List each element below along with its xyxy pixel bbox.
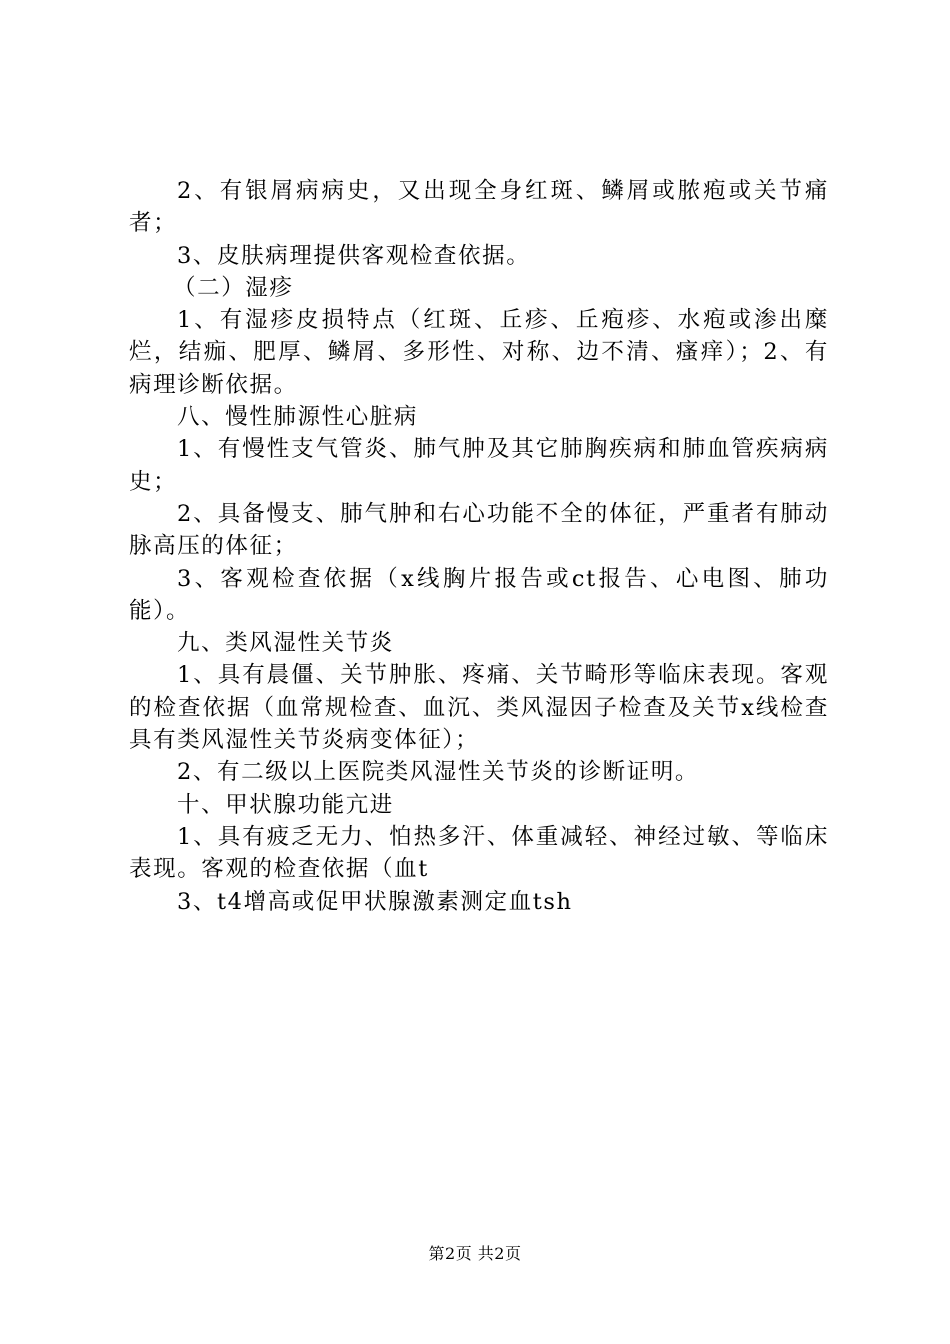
paragraph-cor-pulmonale-history: 1、有慢性支气管炎、肺气肿及其它肺胸疾病和肺血管疾病病史； xyxy=(129,436,829,495)
page-number-label: 第2页 共2页 xyxy=(428,1244,522,1263)
paragraph-hyperthyroid-symptoms: 1、具有疲乏无力、怕热多汗、体重减轻、神经过敏、等临床表现。客观的检查依据（血t xyxy=(129,823,829,883)
heading-hyperthyroidism: 十、甲状腺功能亢进 xyxy=(177,791,394,818)
paragraph-cor-pulmonale-signs: 2、具备慢支、肺气肿和右心功能不全的体征，严重者有肺动脉高压的体征； xyxy=(129,500,829,560)
heading-rheumatoid-arthritis: 九、类风湿性关节炎 xyxy=(177,630,394,657)
paragraph-cor-pulmonale-evidence: 3、客观检查依据（x线胸片报告或ct报告、心电图、肺功能）。 xyxy=(129,565,829,624)
document-body xyxy=(129,175,829,918)
paragraph-rheumatoid-symptoms: 1、具有晨僵、关节肿胀、疼痛、关节畸形等临床表现。客观的检查依据（血常规检查、血沉、类风湿因子检查及关节x线检查具有类风湿性关节炎病变体征）； xyxy=(129,662,829,754)
paragraph-hyperthyroid-lab: 3、t4增高或促甲状腺激素测定血tsh xyxy=(177,888,573,915)
paragraph-rheumatoid-diagnosis: 2、有二级以上医院类风湿性关节炎的诊断证明。 xyxy=(177,759,700,786)
heading-eczema: （二）湿疹 xyxy=(173,274,294,301)
heading-cor-pulmonale: 八、慢性肺源性心脏病 xyxy=(177,404,419,431)
paragraph-psoriasis-history: 2、有银屑病病史，又出现全身红斑、鳞屑或脓疱或关节痛者； xyxy=(129,178,829,237)
page-footer xyxy=(0,1244,950,1264)
paragraph-eczema-criteria: 1、有湿疹皮损特点（红斑、丘疹、丘疱疹、水疱或渗出糜烂，结痂、肥厚、鳞屑、多形性、对称、边不清、瘙痒）；2、有病理诊断依据。 xyxy=(129,307,829,398)
paragraph-skin-pathology: 3、皮肤病理提供客观检查依据。 xyxy=(177,242,531,269)
